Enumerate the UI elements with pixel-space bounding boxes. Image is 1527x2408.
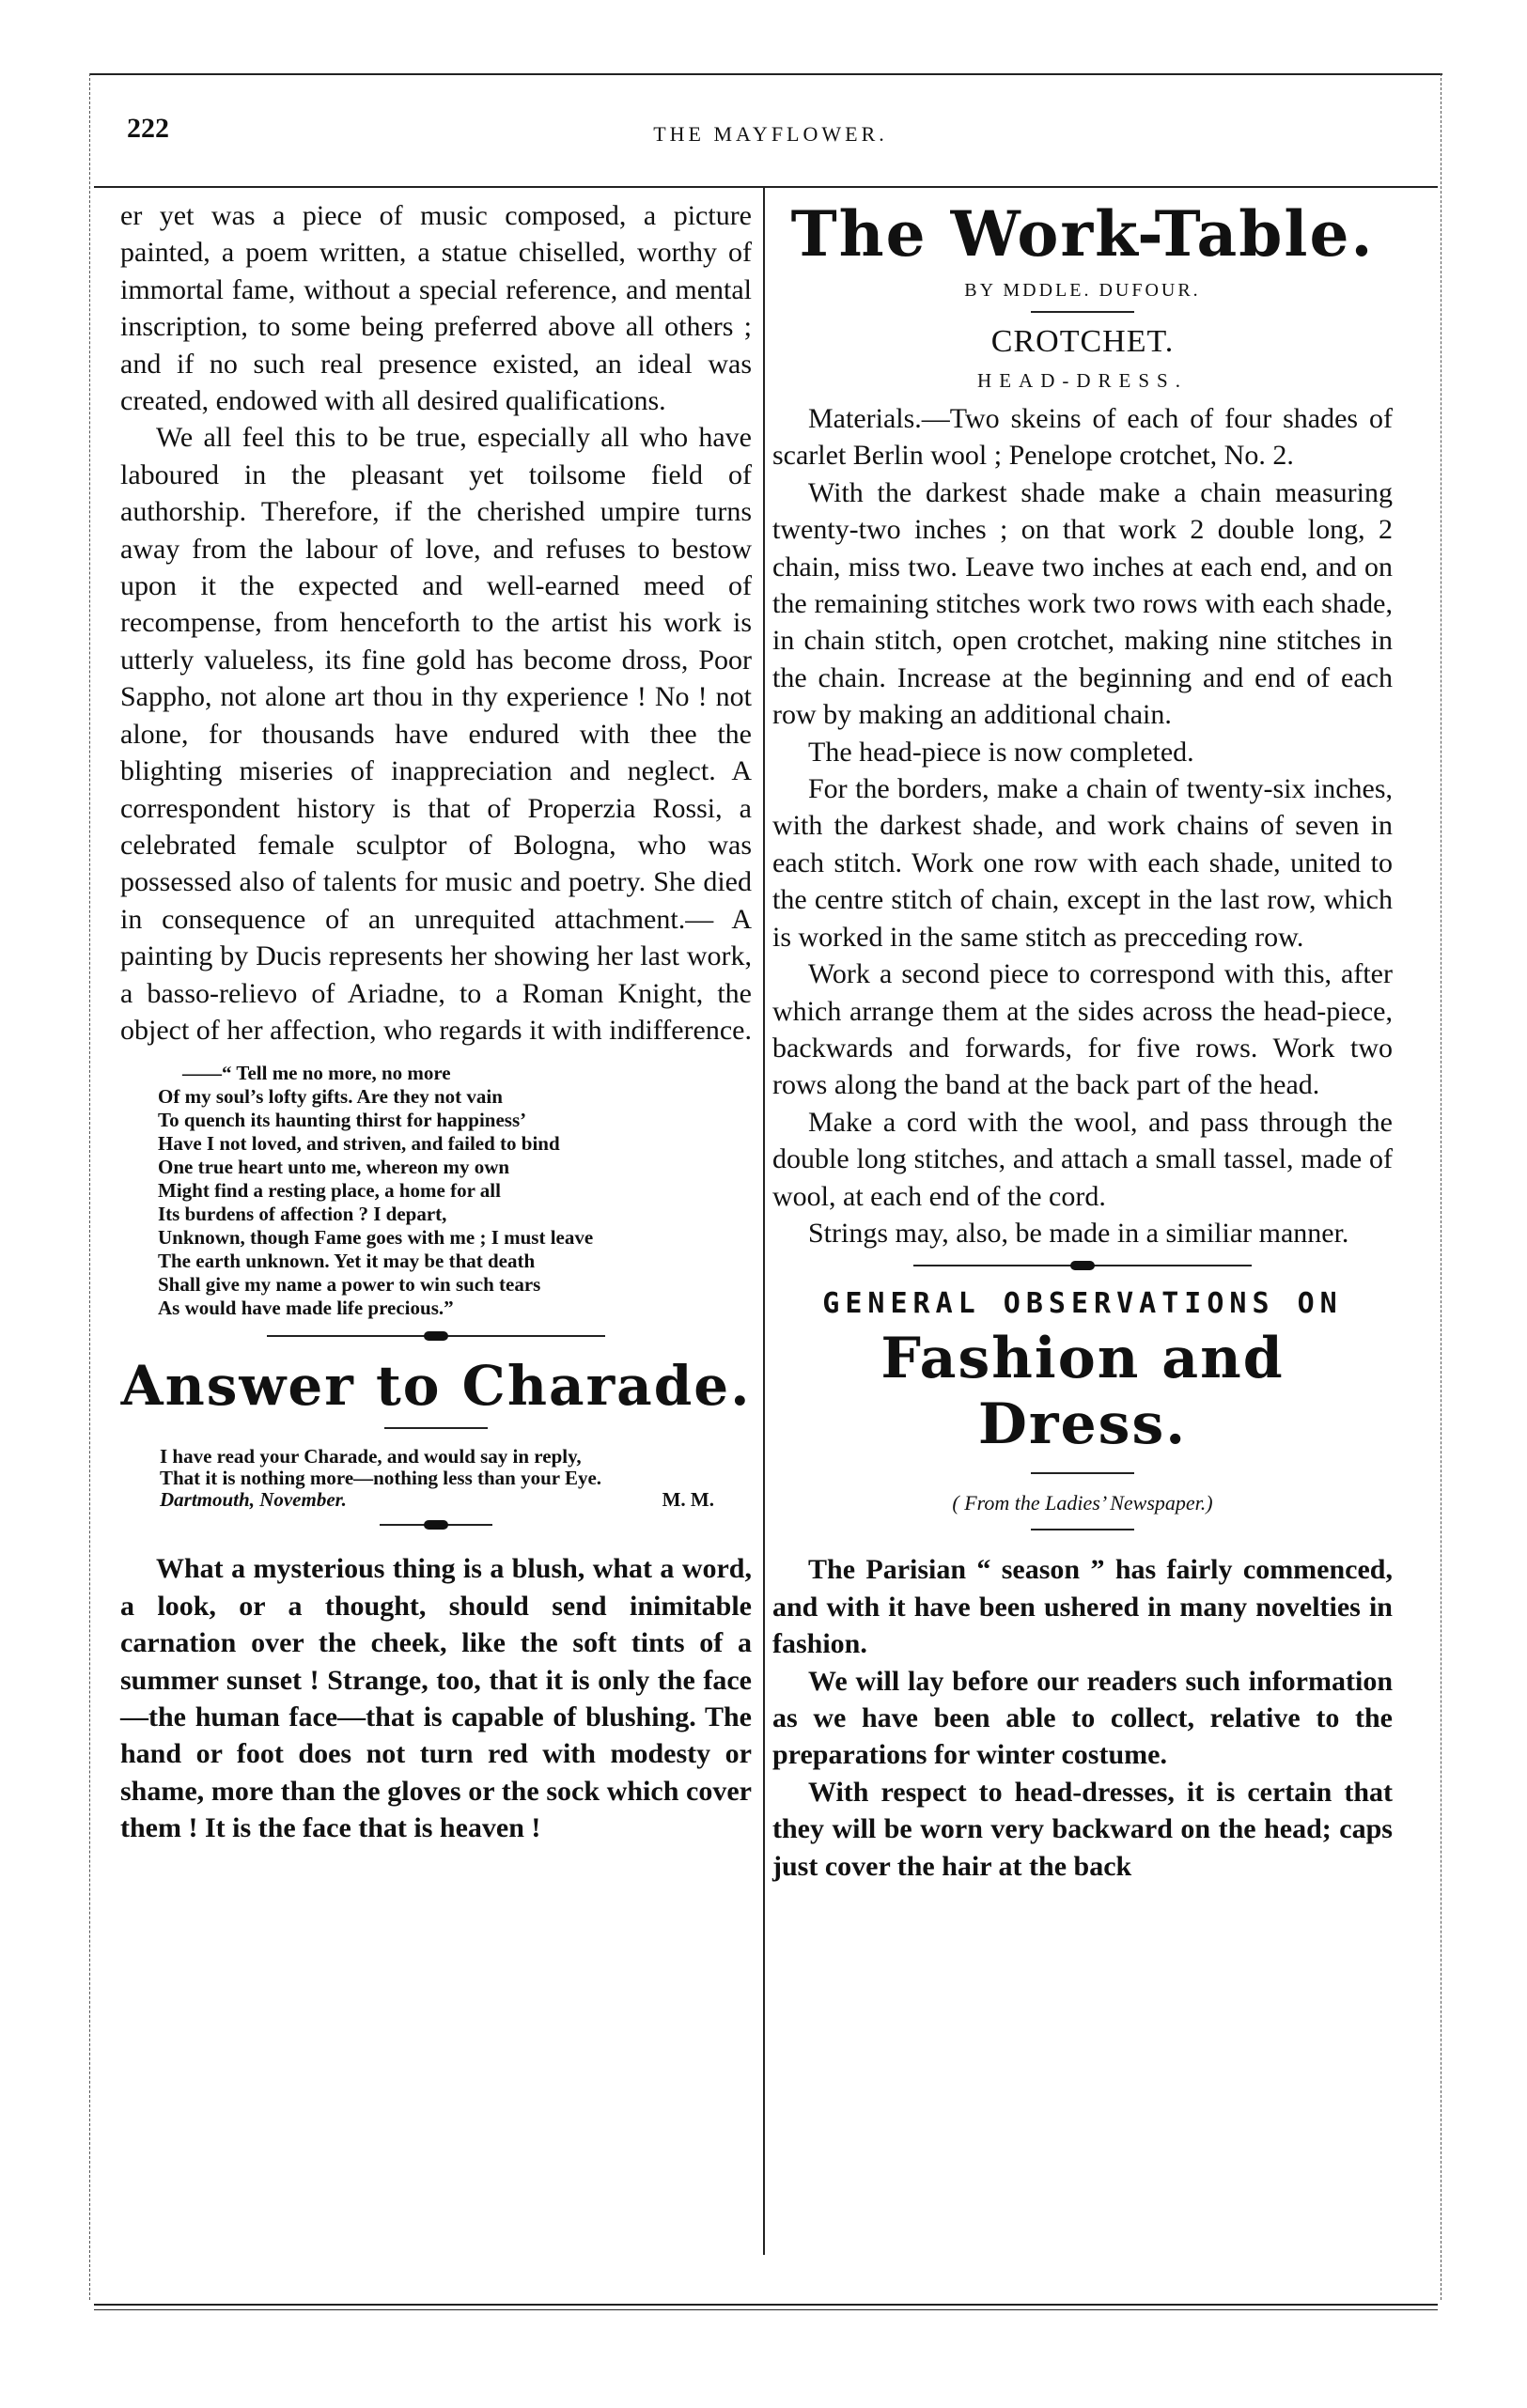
head-dress-heading: HEAD-DRESS. bbox=[977, 369, 1188, 392]
verse-line: Have I not loved, and striven, and failed to bind bbox=[158, 1132, 560, 1156]
verse-line: To quench its haunting thirst for happiness’ bbox=[158, 1109, 527, 1132]
materials-paragraph: Materials.—Two skeins of each of four shades of scarlet Berlin wool ; Penelope crotchet, No. 2. bbox=[772, 403, 1393, 472]
verse-line: The earth unknown. Yet it may be that death bbox=[158, 1250, 536, 1273]
running-title: THE MAYFLOWER. bbox=[653, 122, 888, 146]
page-number: 222 bbox=[127, 113, 169, 144]
left-column bbox=[120, 197, 752, 1847]
header-rule bbox=[94, 186, 1438, 188]
instructions-paragraph: With the darkest shade make a chain measuring twenty-two inches ; on that work 2 double long, 2 chain, miss two. Leave two inches at each end, and on the remaining stitches work two rows with each shade, in chain stitch, open crotchet, making nine stitches in the chain. Increase at the beginning and end of each row by making an additional chain. bbox=[772, 476, 1393, 731]
page-left-border bbox=[89, 73, 90, 2300]
right-column bbox=[772, 197, 1393, 1885]
page-bottom-border bbox=[94, 2304, 1438, 2306]
essay-paragraph-2: We all feel this to be true, especially all who have laboured in the pleasant yet toilsome field of authorship. Therefore, if the cherished umpire turns away from the labour of love, and refuses to bestow upon it the expected and well-earned meed of recompense, from henceforth to the artist his work is utterly valueless, its fine gold has become dross, Poor Sappho, not alone art thou in thy experience ! No ! not alone, for thousands have endured with thee the blighting miseries of inappreciation and neglect. A correspondent history is that of Properzia Rossi, a celebrated female sculptor of Bologna, who was possessed also of talents for music and poetry. She died in consequence of an unrequited attachment.— A painting by Ducis represents her showing her last work, a basso-relievo of Ariadne, to a Roman Knight, the object of her affection, who regards it with indifference. bbox=[120, 422, 752, 1046]
crotchet-heading: CROTCHET. bbox=[990, 324, 1175, 359]
instructions-paragraph: Work a second piece to correspond with this, after which arrange them at the sides across the head-piece, backwards and forwards, for five rows. Work two rows along the band at the back part of the head. bbox=[772, 958, 1393, 1101]
ornament-divider bbox=[380, 1524, 492, 1526]
title-rule bbox=[384, 1427, 488, 1429]
charade-answer bbox=[160, 1446, 752, 1511]
charade-line: That it is nothing more—nothing less than your Eye. bbox=[160, 1467, 602, 1490]
charade-signature bbox=[160, 1489, 714, 1511]
verse-line: Might find a resting place, a home for all bbox=[158, 1179, 501, 1203]
charade-place: Dartmouth, November. bbox=[160, 1488, 347, 1512]
charade-line: I have read your Charade, and would say in reply, bbox=[160, 1445, 582, 1468]
essay-paragraph-1: er yet was a piece of music composed, a picture painted, a poem written, a statue chiselled, worthy of immortal fame, without a special reference, and mental inscription, to some being preferred above all others ; and if no such real presence existed, an ideal was created, endowed with all desired qualifications. bbox=[120, 200, 752, 417]
fashion-paragraph: We will lay before our readers such information as we have been able to collect, relative to the preparations for winter costume. bbox=[772, 1665, 1393, 1771]
instructions-paragraph: Strings may, also, be made in a similiar manner. bbox=[808, 1217, 1349, 1249]
verse-line: As would have made life precious.” bbox=[158, 1297, 454, 1320]
byline: BY MDDLE. DUFOUR. bbox=[964, 280, 1201, 301]
title-rule bbox=[1031, 1472, 1134, 1474]
blush-paragraph: What a mysterious thing is a blush, what a word, a look, or a thought, should send inimitable carnation over the cheek, like the soft tints of a summer sunset ! Strange, too, that it is only the face—the human face—that is capable of blushing. The hand or foot does not turn red with modesty or shame, more than the gloves or the sock which cover them ! It is the face that is heaven ! bbox=[120, 1553, 752, 1844]
verse-line: Unknown, though Fame goes with me ; I must leave bbox=[158, 1226, 594, 1250]
attribution-rule bbox=[1031, 1529, 1134, 1530]
page-bottom-border-inner bbox=[94, 2309, 1438, 2310]
verse-line: ——“ Tell me no more, no more bbox=[182, 1062, 451, 1085]
byline-rule bbox=[1031, 311, 1134, 313]
verse-line: Its burdens of affection ? I depart, bbox=[158, 1203, 447, 1226]
answer-to-charade-title: Answer to Charade. bbox=[120, 1354, 752, 1419]
quoted-verse bbox=[158, 1062, 752, 1320]
section-divider bbox=[267, 1335, 605, 1337]
fashion-and-dress-title: Fashion and Dress. bbox=[880, 1326, 1285, 1458]
section-divider bbox=[913, 1265, 1252, 1266]
verse-line: Shall give my name a power to win such tears bbox=[158, 1273, 541, 1297]
page-top-border bbox=[89, 73, 1442, 75]
instructions-paragraph: For the borders, make a chain of twenty-six inches, with the darkest shade, and work chains of seven in each stitch. Work one row with each shade, united to the centre stitch of chain, except in the last row, which is worked in the same stitch as precceding row. bbox=[772, 773, 1393, 953]
verse-line: Of my soul’s lofty gifts. Are they not vain bbox=[158, 1085, 503, 1109]
column-divider bbox=[763, 188, 765, 2255]
fashion-paragraph: With respect to head-dresses, it is certain that they will be worn very backward on the head; caps just cover the hair at the back bbox=[772, 1776, 1393, 1882]
work-table-title: The Work-Table. bbox=[790, 197, 1375, 271]
general-observations-heading: GENERAL OBSERVATIONS ON bbox=[822, 1287, 1343, 1321]
verse-line: One true heart unto me, whereon my own bbox=[158, 1156, 510, 1179]
charade-initials: M. M. bbox=[662, 1488, 714, 1512]
instructions-paragraph: The head-piece is now completed. bbox=[808, 736, 1194, 768]
source-attribution: ( From the Ladies’ Newspaper.) bbox=[952, 1491, 1213, 1515]
fashion-paragraph: The Parisian “ season ” has fairly commenced, and with it have been ushered in many novelties in fashion. bbox=[772, 1554, 1393, 1660]
instructions-paragraph: Make a cord with the wool, and pass through the double long stitches, and attach a small tassel, made of wool, at each end of the cord. bbox=[772, 1106, 1393, 1212]
